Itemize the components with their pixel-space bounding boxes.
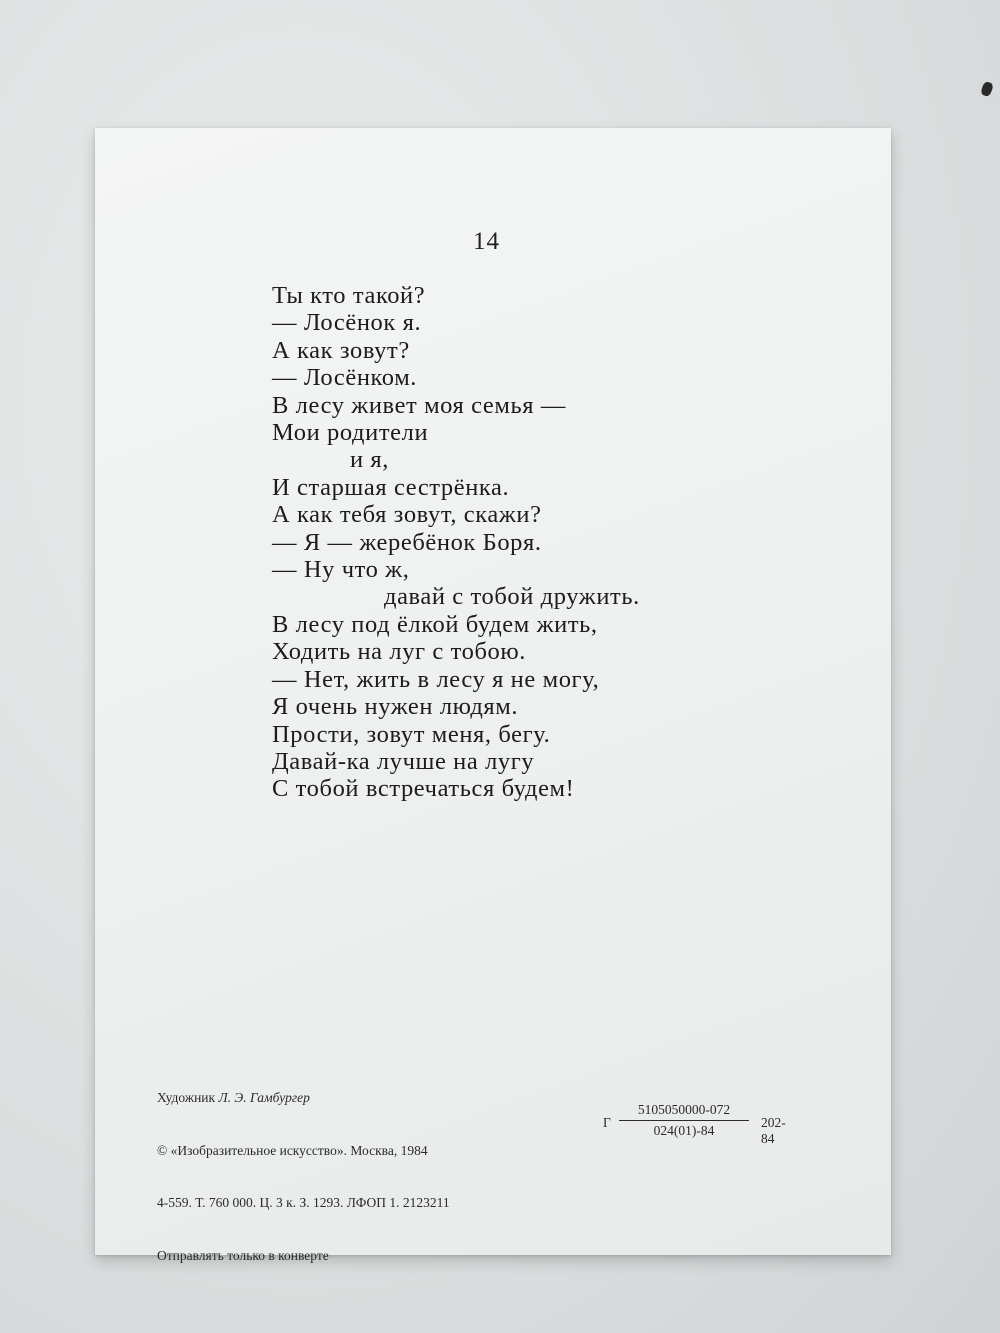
poem-line: В лесу живет моя семья — bbox=[272, 391, 566, 419]
imprint bbox=[157, 1054, 450, 1299]
print-info-line: 4-559. Т. 760 000. Ц. 3 к. З. 1293. ЛФОП 1. 2123211 bbox=[157, 1195, 450, 1210]
postcard-back bbox=[95, 128, 891, 1263]
artist-name: Л. Э. Гамбургер bbox=[218, 1090, 310, 1105]
poem-line: И старшая сестрёнка. bbox=[272, 473, 510, 501]
publisher-line: © «Изобразительное искусство». Москва, 1984 bbox=[157, 1142, 428, 1158]
poem-line: С тобой встречаться будем! bbox=[272, 775, 575, 803]
poem-line: — Я — жеребёнок Боря. bbox=[272, 528, 542, 556]
code-denominator: 024(01)-84 bbox=[653, 1123, 715, 1138]
poem-line: давай с тобой дружить. bbox=[384, 583, 640, 611]
artist-line bbox=[157, 1089, 450, 1107]
poem-line: Я очень нужен людям. bbox=[272, 693, 519, 721]
poem-line: — Лосёнок я. bbox=[272, 309, 422, 337]
poem-line: В лесу под ёлкой будем жить, bbox=[272, 610, 598, 638]
poem-line: Прости, зовут меня, бегу. bbox=[272, 720, 551, 748]
poem-line: Мои родители bbox=[272, 419, 429, 447]
artist-label: Художник bbox=[157, 1090, 219, 1105]
code-fraction bbox=[619, 1102, 749, 1139]
code-suffix: 202-84 bbox=[761, 1115, 786, 1146]
poem-line: А как зовут? bbox=[272, 336, 410, 364]
code-numerator: 5105050000-072 bbox=[619, 1102, 749, 1121]
poem-line: — Лосёнком. bbox=[272, 364, 418, 392]
poem-line: Давай-ка лучше на лугу bbox=[272, 747, 535, 775]
mailing-note: Отправлять только в конверте bbox=[157, 1247, 329, 1263]
dust-speck bbox=[980, 81, 994, 98]
poem-line: — Ну что ж, bbox=[272, 556, 410, 584]
poem-line: Ходить на луг с тобою. bbox=[272, 638, 527, 666]
poem-line: и я, bbox=[350, 446, 390, 474]
code-prefix: Г bbox=[603, 1115, 611, 1130]
page-number: 14 bbox=[473, 228, 500, 255]
poem-line: — Нет, жить в лесу я не могу, bbox=[272, 665, 600, 693]
poem-line: А как тебя зовут, скажи? bbox=[272, 501, 542, 529]
poem-line: Ты кто такой? bbox=[272, 282, 426, 309]
poem bbox=[272, 282, 792, 803]
